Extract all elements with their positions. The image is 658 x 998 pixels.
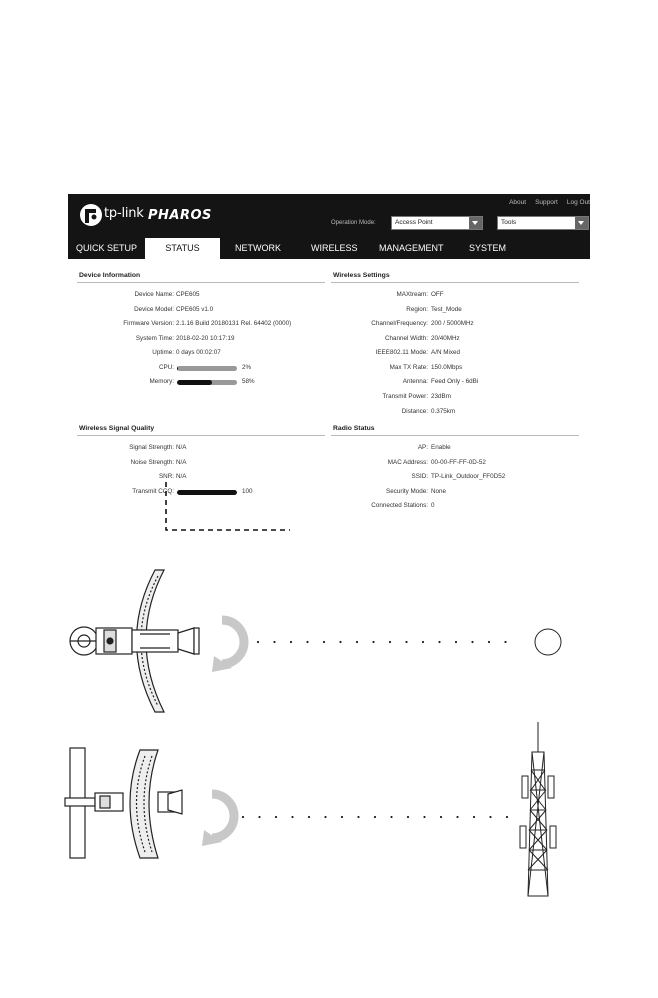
channel-width-label: Channel Width: (384, 335, 428, 342)
memory-value: 58% (242, 378, 255, 385)
signal-dot (372, 641, 374, 643)
signal-dot (440, 816, 442, 818)
signal-dot (390, 816, 392, 818)
ssid-label: SSID: (411, 473, 428, 480)
radio-status-title: Radio Status (333, 425, 375, 432)
signal-dot (242, 816, 244, 818)
rotate-arrow-icon (202, 794, 234, 846)
brand-name: tp-link (104, 206, 144, 221)
signal-dot (308, 816, 310, 818)
noise-strength-value: N/A (176, 459, 187, 466)
signal-dot (273, 641, 275, 643)
maxtream-value: OFF (431, 291, 444, 298)
signal-dot (339, 641, 341, 643)
device-model-value: CPE605 v1.0 (176, 306, 214, 313)
tab-system[interactable]: SYSTEM (469, 243, 507, 253)
logout-link[interactable]: Log Out (566, 199, 590, 206)
distance-value: 0.375km (431, 408, 456, 415)
signal-dot (422, 641, 424, 643)
signal-strength-value: N/A (176, 444, 187, 451)
cell-tower-icon (520, 722, 556, 896)
memory-label: Memory: (149, 378, 174, 385)
region-label: Region: (406, 306, 428, 313)
signal-dot (306, 641, 308, 643)
snr-value: N/A (176, 473, 187, 480)
firmware-label: Firmware Version: (123, 320, 174, 327)
signal-dot (489, 816, 491, 818)
ssid-value: TP-Link_Outdoor_FF0D52 (431, 473, 506, 480)
signal-dot (423, 816, 425, 818)
signal-path-dots (257, 641, 507, 643)
uptime-label: Uptime: (152, 349, 174, 356)
device-model-label: Device Model: (134, 306, 174, 313)
mac-address-label: MAC Address: (387, 459, 428, 466)
transmit-power-label: Transmit Power: (382, 393, 428, 400)
antenna-value: Feed Only - 6dBi (431, 378, 479, 385)
wireless-settings-title: Wireless Settings (333, 272, 390, 279)
security-mode-value: None (431, 488, 447, 495)
signal-quality-title: Wireless Signal Quality (79, 425, 155, 432)
ieee-mode-value: A/N Mixed (431, 349, 461, 356)
channel-frequency-label: Channel/Frequency: (371, 320, 428, 327)
about-link[interactable]: About (509, 199, 527, 206)
signal-dot (323, 641, 325, 643)
signal-dot (506, 816, 508, 818)
tab-network[interactable]: NETWORK (235, 243, 281, 253)
signal-dot (456, 816, 458, 818)
uptime-value: 0 days 00:02:07 (176, 349, 221, 356)
signal-dot (438, 641, 440, 643)
operation-mode-value: Access Point (395, 219, 433, 226)
system-time-label: System Time: (135, 335, 174, 342)
connected-stations-label: Connected Stations: (371, 502, 428, 509)
product-name: PHAROS (148, 208, 212, 223)
firmware-value: 2.1.16 Build 20180131 Rel. 64402 (0000) (176, 320, 292, 327)
tab-management[interactable]: MANAGEMENT (379, 243, 444, 253)
region-value: Test_Mode (431, 306, 462, 313)
signal-path-dots-2 (242, 816, 508, 818)
signal-dot (504, 641, 506, 643)
remote-station-icon (535, 629, 561, 655)
snr-label: SNR: (158, 473, 174, 480)
cpe-device-top-icon (70, 570, 199, 712)
signal-dot (389, 641, 391, 643)
max-tx-rate-label: Max TX Rate: (389, 364, 428, 371)
signal-dot (291, 816, 293, 818)
mac-address-value: 00-00-FF-FF-0D-52 (431, 459, 486, 466)
antenna-label: Antenna: (402, 378, 428, 385)
signal-dot (473, 816, 475, 818)
tools-value: Tools (501, 219, 517, 226)
security-mode-label: Security Mode: (386, 488, 428, 495)
ieee-mode-label: IEEE802.11 Mode: (375, 349, 428, 356)
signal-strength-label: Signal Strength: (129, 444, 174, 451)
signal-dot (356, 641, 358, 643)
signal-dot (257, 641, 259, 643)
cpu-label: CPU: (158, 364, 174, 371)
signal-dot (341, 816, 343, 818)
cpu-value: 2% (242, 364, 252, 371)
signal-dot (275, 816, 277, 818)
signal-dot (407, 816, 409, 818)
device-name-value: CPE605 (176, 291, 200, 298)
ap-value: Enable (431, 444, 451, 451)
device-name-label: Device Name: (134, 291, 174, 298)
signal-dot (290, 641, 292, 643)
tab-wireless[interactable]: WIRELESS (311, 243, 358, 253)
transmit-power-value: 23dBm (431, 393, 451, 400)
system-time-value: 2018-02-20 10:17:19 (176, 335, 235, 342)
tab-quick-setup[interactable]: QUICK SETUP (76, 243, 138, 253)
max-tx-rate-value: 150.0Mbps (431, 364, 463, 371)
signal-dot (455, 641, 457, 643)
signal-dot (374, 816, 376, 818)
signal-dot (488, 641, 490, 643)
transmit-ccq-label: Transmit CCQ: (132, 488, 174, 495)
noise-strength-label: Noise Strength: (130, 459, 174, 466)
connected-stations-value: 0 (431, 502, 435, 509)
tab-status[interactable]: STATUS (145, 238, 220, 259)
signal-dot (258, 816, 260, 818)
signal-dot (471, 641, 473, 643)
ap-label: AP: (417, 444, 428, 451)
device-info-title: Device Information (79, 272, 141, 279)
channel-width-value: 20/40MHz (431, 335, 460, 342)
cpe-device-side-icon (65, 748, 182, 858)
operation-mode-label: Operation Mode: (331, 220, 376, 226)
ccq-callout-line (166, 482, 290, 530)
support-link[interactable]: Support (535, 199, 558, 206)
transmit-ccq-value: 100 (242, 488, 253, 495)
maxtream-label: MAXtream: (396, 291, 428, 298)
signal-dot (324, 816, 326, 818)
rotate-arrow-icon (212, 620, 244, 672)
signal-dot (357, 816, 359, 818)
signal-dot (405, 641, 407, 643)
channel-frequency-value: 200 / 5000MHz (431, 320, 474, 327)
distance-label: Distance: (401, 408, 428, 415)
